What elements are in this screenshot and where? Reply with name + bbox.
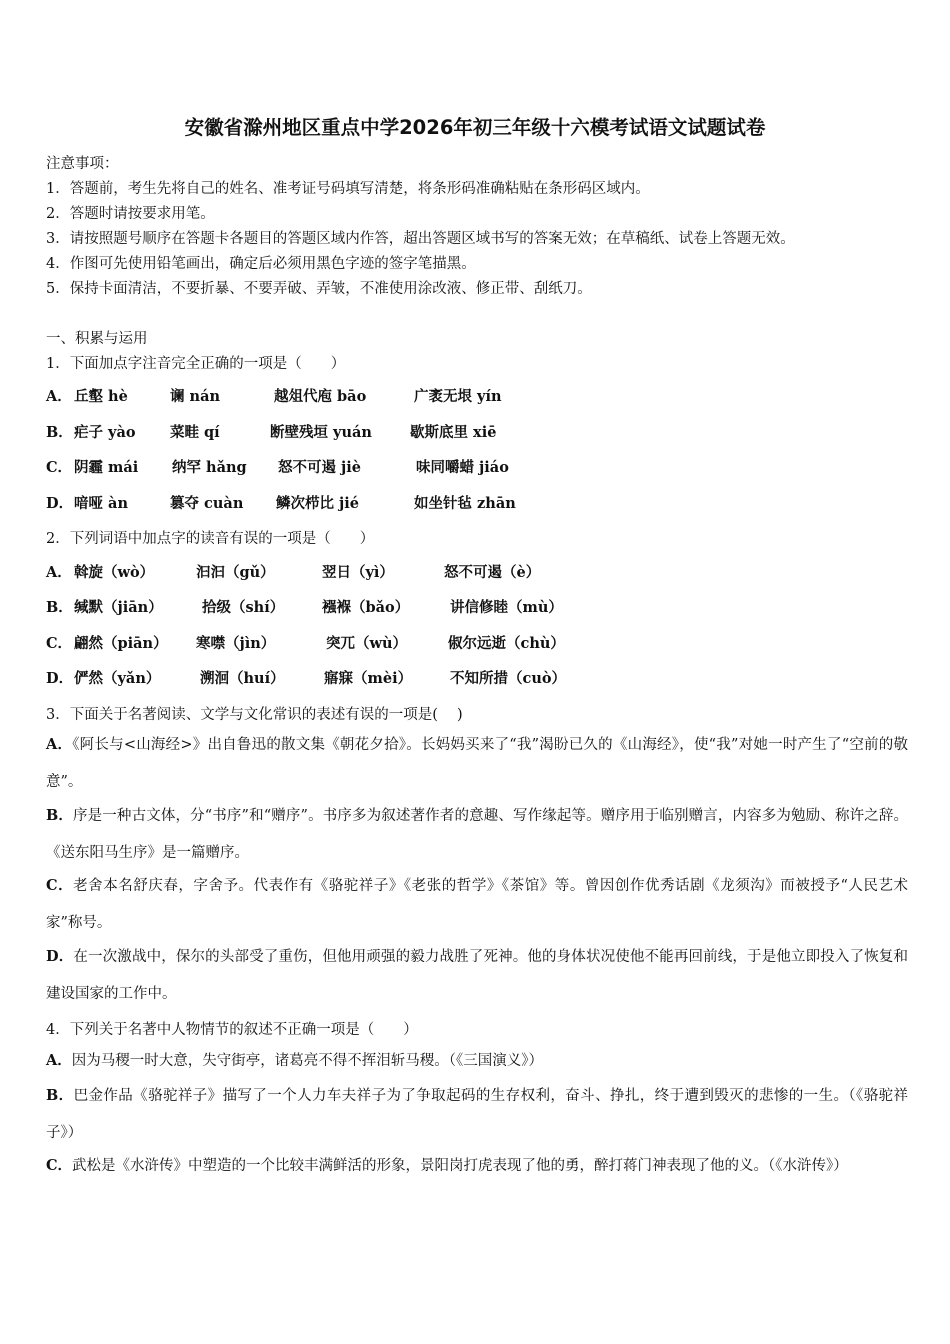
option-cell: 俶尔远逝（chù） xyxy=(448,635,565,652)
option-cell: 汩汩（gǔ） xyxy=(196,564,275,581)
option-label: A． xyxy=(46,736,73,753)
option-cell: 怒不可遏（è） xyxy=(444,564,541,581)
option-cell: 越俎代庖 bāo xyxy=(274,388,367,405)
exam-title: 安徽省滁州地区重点中学2026年初三年级十六模考试语文试题试卷 xyxy=(184,116,766,139)
option-cell: 纳罕 hǎng xyxy=(172,459,247,476)
question-3-stem: 3．下面关于名著阅读、文学与文化常识的表述有误的一项是( ) xyxy=(46,707,463,723)
q4-option-c xyxy=(46,1147,908,1185)
question-2-stem: 2．下列词语中加点字的读音有误的一项是（ ） xyxy=(46,531,375,547)
section-heading: 一、积累与运用 xyxy=(46,331,148,347)
option-text: 序是一种古文体，分“书序”和“赠序”。书序多为叙述著作者的意趣、写作缘起等。赠序用于临别赠言，内容多为勉励、称许之辞。《送东阳马生序》是一篇赠序。 xyxy=(46,808,908,861)
q4-option-a xyxy=(46,1042,908,1080)
question-4-stem: 4．下列关于名著中人物情节的叙述不正确一项是（ ） xyxy=(46,1022,418,1038)
option-cell: 歇斯底里 xiē xyxy=(410,424,497,441)
option-cell: 讲信修睦（mù） xyxy=(450,599,563,616)
option-cell: 不知所措（cuò） xyxy=(450,670,567,687)
option-text: 在一次激战中，保尔的头部受了重伤，但他用顽强的毅力战胜了死神。他的身体状况使他不能再回前线，于是他立即投入了恢复和建设国家的工作中。 xyxy=(46,949,909,1002)
option-label: B． xyxy=(46,599,73,616)
option-cell: 鳞次栉比 jié xyxy=(276,495,360,512)
notice-heading: 注意事项： xyxy=(46,156,119,172)
option-cell: 怒不可遏 jiè xyxy=(278,459,362,476)
q3-option-c xyxy=(46,867,908,942)
option-text: 老舍本名舒庆春，字舍予。代表作有《骆驼祥子》《老张的哲学》《茶馆》等。曾因创作优秀话剧《龙须沟》而被授予“人民艺术家”称号。 xyxy=(46,878,908,931)
option-cell: 丘壑 hè xyxy=(74,388,128,405)
notice-item: 2．答题时请按要求用笔。 xyxy=(46,206,215,222)
notice-item: 4．作图可先使用铅笔画出，确定后必须用黑色字迹的签字笔描黑。 xyxy=(46,256,476,272)
option-label: C． xyxy=(46,877,74,894)
option-cell: 襁褓（bǎo） xyxy=(322,599,410,616)
option-cell: 翌日（yì） xyxy=(322,564,394,581)
option-text: 武松是《水浒传》中塑造的一个比较丰满鲜活的形象，景阳岗打虎表现了他的勇，醉打蒋门神表现了他的义。（《水浒传》） xyxy=(72,1158,848,1174)
q4-option-b xyxy=(46,1077,908,1152)
option-cell: 拾级（shí） xyxy=(202,599,285,616)
option-cell: 突兀（wù） xyxy=(326,635,408,652)
option-text: 巴金作品《骆驼祥子》描写了一个人力车夫祥子为了争取起码的生存权利，奋斗、挣扎，终于遭到毁灭的悲惨的一生。（《骆驼祥子》） xyxy=(46,1088,908,1141)
option-label: C． xyxy=(46,459,73,476)
option-cell: 翩然（piān） xyxy=(74,635,168,652)
option-cell: 俨然（yǎn） xyxy=(74,670,161,687)
option-cell: 广袤无垠 yín xyxy=(414,388,502,405)
option-cell: 喑哑 àn xyxy=(74,495,128,512)
option-text: 因为马稷一时大意，失守街亭，诸葛亮不得不挥泪斩马稷。（《三国演义》） xyxy=(71,1053,544,1069)
q3-option-b xyxy=(46,797,908,872)
option-cell: 阴霾 mái xyxy=(74,459,139,476)
option-label: D． xyxy=(46,670,74,687)
option-cell: 断壁残垣 yuán xyxy=(270,424,372,441)
option-label: D． xyxy=(46,948,74,965)
option-label: B． xyxy=(46,807,74,824)
notice-item: 5．保持卡面清洁，不要折暴、不要弄破、弄皱，不准使用涂改液、修正带、刮纸刀。 xyxy=(46,281,592,297)
option-cell: 味同嚼蜡 jiáo xyxy=(416,459,509,476)
option-cell: 寤寐（mèi） xyxy=(324,670,413,687)
option-cell: 缄默（jiān） xyxy=(74,599,163,616)
option-label: B． xyxy=(46,1087,74,1104)
q3-option-d xyxy=(46,938,908,1013)
q3-option-a xyxy=(46,726,908,801)
option-cell: 谰 nán xyxy=(170,388,221,405)
question-1-stem: 1．下面加点字注音完全正确的一项是（ ） xyxy=(46,356,346,372)
option-label: A． xyxy=(46,564,72,581)
option-label: C． xyxy=(46,635,73,652)
option-cell: 菜畦 qí xyxy=(170,424,220,441)
option-cell: 溯洄（huí） xyxy=(200,670,285,687)
option-cell: 如坐针毡 zhān xyxy=(414,495,516,512)
option-cell: 斡旋（wò） xyxy=(74,564,155,581)
option-label: B． xyxy=(46,424,73,441)
option-label: A． xyxy=(46,388,72,405)
notice-item: 1．答题前，考生先将自己的姓名、准考证号码填写清楚，将条形码准确粘贴在条形码区域内。 xyxy=(46,181,650,197)
notice-item: 3．请按照题号顺序在答题卡各题目的答题区域内作答，超出答题区域书写的答案无效；在草稿纸、试卷上答题无效。 xyxy=(46,231,795,247)
option-label: D． xyxy=(46,495,74,512)
option-label: A． xyxy=(46,1052,72,1069)
option-cell: 疟子 yào xyxy=(74,424,136,441)
option-label: C． xyxy=(46,1157,73,1174)
option-text: 《阿长与<山海经>》出自鲁迅的散文集《朝花夕拾》。长妈妈买来了“我”渴盼已久的《山海经》，使“我”对她一时产生了“空前的敬意”。 xyxy=(46,737,908,790)
option-cell: 寒噤（jìn） xyxy=(196,635,276,652)
option-cell: 篡夺 cuàn xyxy=(170,495,244,512)
